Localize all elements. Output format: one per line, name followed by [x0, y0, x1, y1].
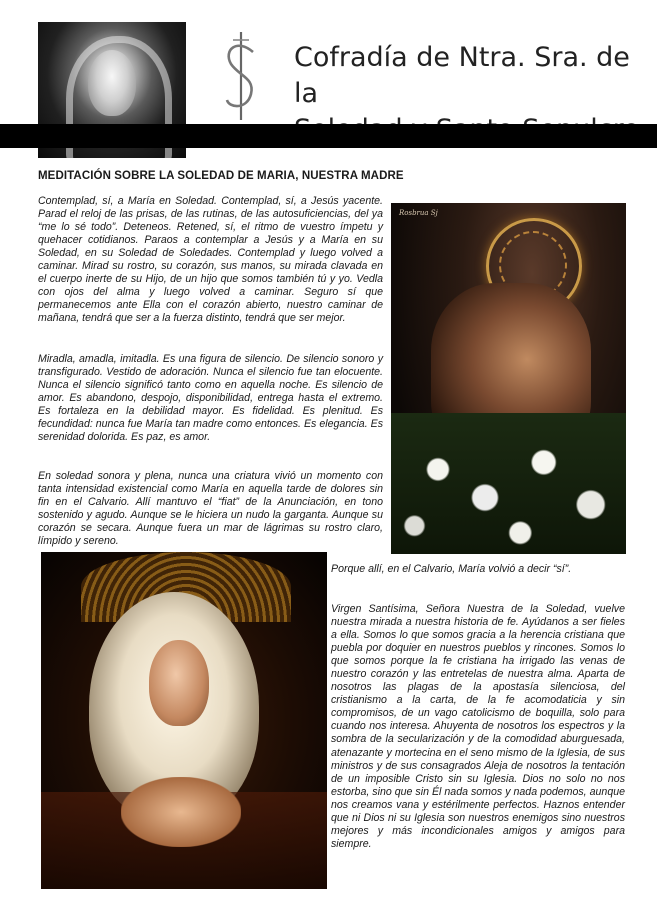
pieta-photo — [391, 203, 626, 554]
paragraph-contemplad: Contemplad, sí, a María en Soledad. Contemplad, sí, a Jesús yacente. Parad el reloj de las prisas, de las rutinas, de las autosuficiencias, del ya “me lo sé todo”. Deteneos. Retened, sí, el ritmo de vuestro ímpetu y quehacer cotidianos. Paraos a contemplar a Jesús y a María en su Soledad, en su Soledad de Soledades. Contemplad y luego volved a caminar. Mirad su rostro, su corazón, sus manos, su mirada clavada en el cuerpo inerte de su Hijo, de un hijo que somos también tú y yo. Vedla con ojos del alma y luego volved a caminar. Seguro sí que permanecemos ante Ella con el corazón abierto, nuestro caminar de mañana, tendrá que ser a la fuerza distinto, tendrá que ser mejor. — [38, 195, 383, 325]
virgin-soledad-photo — [41, 552, 327, 889]
header-black-band — [0, 124, 657, 148]
photo-credit: Rosbrua Sj — [399, 209, 438, 217]
paragraph-miradla: Miradla, amadla, imitadla. Es una figura de silencio. De silencio sonoro y transfigurado. Vestido de adoración. Nunca el silencio fue tan elocuente. Nunca el silencio significó tanto como en aquella noche. Es silencio de amor. Es abandono, despojo, disponibilidad, entrega hasta el extremo. Es fortaleza en la debilidad mayor. Es fidelidad. Es plenitud. Es fecundidad: nunca fue María tan madre como entonces. Es elegancia. Es serenidad dolorida. Es paz, es amor. — [38, 353, 383, 444]
paragraph-virgen-santisima: Virgen Santísima, Señora Nuestra de la Soledad, vuelve nuestra mirada a nuestra historia de fe. Ayúdanos a ser fieles a ella. Somos lo que somos gracia a la herencia cristiana que puebla por doquier en nuestros pueblos y rincones. Somos lo que somos porque la fe cristiana ha irrigado las venas de nuestro corazón y las entretelas de nuestra alma. Aparta de nosotros las plagas de la apostasía silenciosa, del cristianismo a la carta, de la fe acomodaticia y sin compromisos, de un vago catolicismo de boquilla, solo para cuando nos interesa. Ahuyenta de nosotros los espectros y la sombra de la secularización y de la comodidad aburguesada, atenazante y mortecina en el seno mismo de la Iglesia, de sus ministros y de sus consagrados Aleja de nosotros la tentación de un imposible Cristo sin su Iglesia. Dios no solo no nos estorba, sino que sin Él nada somos y nada podemos, aunque nos creamos vana y estérilmente perfectos. Haznos entender que ni Dios ni su Iglesia son nuestros enemigos sino nuestros mejores y más incondicionales amigos y amigos para siempre. — [331, 603, 625, 850]
article-heading: MEDITACIÓN SOBRE LA SOLEDAD DE MARIA, NUESTRA MADRE — [38, 170, 404, 182]
title-line-1: Cofradía de Ntra. Sra. de la — [294, 42, 630, 109]
paragraph-soledad-sonora: En soledad sonora y plena, nunca una criatura vivió un momento con tanta intensidad existencial como María en aquella tarde de dolores sin fin en el Calvario. Allí mantuvo el “fiat” de la Anunciación, en tono sostenido y agudo. Aunque se le hiciera un nudo la garganta. Aunque su corazón se secara. Aunque fuera un mar de lágrimas su rostro claro, límpido y sereno. — [38, 470, 383, 548]
paragraph-calvario: Porque allí, en el Calvario, María volvió a decir “sí”. — [331, 563, 572, 575]
cofradia-logo-icon — [219, 30, 263, 122]
